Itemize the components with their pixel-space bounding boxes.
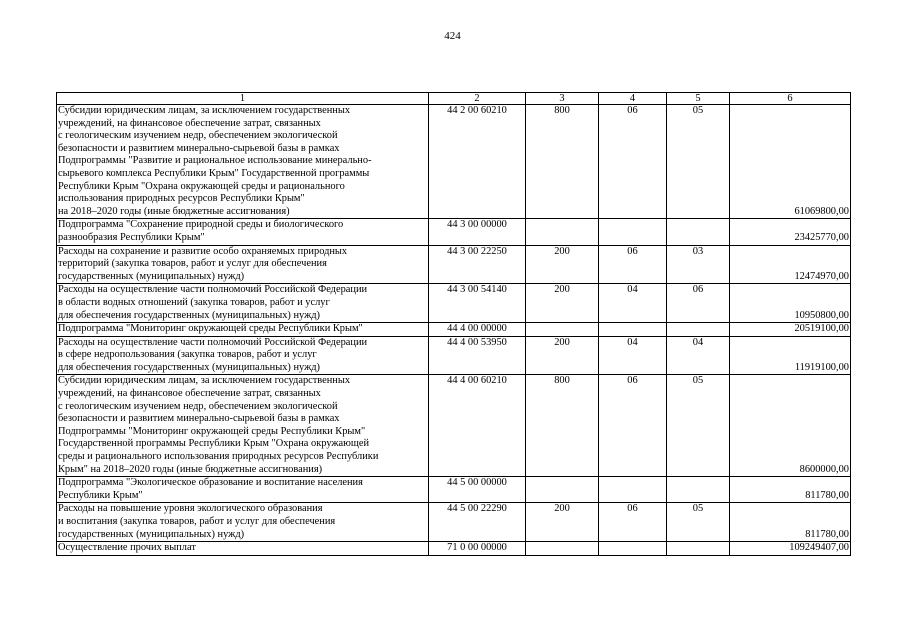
target-code-cell: 44 2 00 60210 bbox=[429, 105, 526, 219]
expense-type-cell: 800 bbox=[526, 375, 599, 477]
target-code-cell: 44 4 00 53950 bbox=[429, 336, 526, 375]
row-name-cell: Подпрограмма "Мониторинг окружающей среды Республики Крым" bbox=[57, 323, 429, 337]
amount-cell: 8600000,00 bbox=[730, 375, 851, 477]
row-name-cell: Расходы на осуществление части полномочий Российской Федерации в области водных отношений (закупка товаров, работ и услуг для обеспечения государственных (муниципальных) нужд) bbox=[57, 284, 429, 323]
subsection-cell: 05 bbox=[667, 375, 730, 477]
table-row bbox=[57, 284, 851, 323]
section-cell: 06 bbox=[599, 245, 667, 284]
budget-table bbox=[56, 92, 851, 556]
target-code-cell: 44 3 00 22250 bbox=[429, 245, 526, 284]
expense-type-cell: 200 bbox=[526, 336, 599, 375]
row-name-cell: Расходы на осуществление части полномочий Российской Федерации в сфере недропользования (закупка товаров, работ и услуг для обеспечения государственных (муниципальных) нужд) bbox=[57, 336, 429, 375]
section-cell: 04 bbox=[599, 284, 667, 323]
table-row bbox=[57, 219, 851, 245]
target-code-cell: 44 3 00 54140 bbox=[429, 284, 526, 323]
table-row bbox=[57, 336, 851, 375]
row-name-cell: Осуществление прочих выплат bbox=[57, 542, 429, 556]
amount-cell: 11919100,00 bbox=[730, 336, 851, 375]
subsection-cell bbox=[667, 542, 730, 556]
section-cell: 04 bbox=[599, 336, 667, 375]
target-code-cell: 44 4 00 00000 bbox=[429, 323, 526, 337]
row-name-cell: Расходы на сохранение и развитие особо охраняемых природных территорий (закупка товаров, работ и услуг для обеспечения государственных (муниципальных) нужд) bbox=[57, 245, 429, 284]
table-row bbox=[57, 542, 851, 556]
section-cell bbox=[599, 323, 667, 337]
subsection-cell bbox=[667, 323, 730, 337]
table-row bbox=[57, 105, 851, 219]
expense-type-cell: 800 bbox=[526, 105, 599, 219]
expense-type-cell: 200 bbox=[526, 245, 599, 284]
page-number: 424 bbox=[444, 30, 461, 42]
row-name-cell: Расходы на повышение уровня экологического образования и воспитания (закупка товаров, работ и услуг для обеспечения государственных (муниципальных) нужд) bbox=[57, 503, 429, 542]
column-header-6: 6 bbox=[730, 93, 851, 105]
expense-type-cell bbox=[526, 323, 599, 337]
column-header-3: 3 bbox=[526, 93, 599, 105]
subsection-cell bbox=[667, 219, 730, 245]
section-cell bbox=[599, 477, 667, 503]
subsection-cell: 06 bbox=[667, 284, 730, 323]
target-code-cell: 44 3 00 00000 bbox=[429, 219, 526, 245]
subsection-cell: 05 bbox=[667, 105, 730, 219]
amount-cell: 811780,00 bbox=[730, 503, 851, 542]
header-row bbox=[57, 93, 851, 105]
column-header-2: 2 bbox=[429, 93, 526, 105]
target-code-cell: 44 5 00 00000 bbox=[429, 477, 526, 503]
table-row bbox=[57, 375, 851, 477]
row-name-cell: Субсидии юридическим лицам, за исключением государственных учреждений, на финансовое обеспечение затрат, связанных с геологическим изучением недр, обеспечением экологической безопасности и развитием минерально-сырьевой базы в рамках Подпрограммы "Развитие и рациональное использование минерально- сырьевого комплекса Республики Крым" Государственной программы Республики Крым "Охрана окружающей среды и рационального использования природных ресурсов Республики Крым" на 2018–2020 годы (иные бюджетные ассигнования) bbox=[57, 105, 429, 219]
target-code-cell: 71 0 00 00000 bbox=[429, 542, 526, 556]
table-row bbox=[57, 323, 851, 337]
amount-cell: 61069800,00 bbox=[730, 105, 851, 219]
subsection-cell: 03 bbox=[667, 245, 730, 284]
amount-cell: 12474970,00 bbox=[730, 245, 851, 284]
section-cell: 06 bbox=[599, 105, 667, 219]
target-code-cell: 44 4 00 60210 bbox=[429, 375, 526, 477]
expense-type-cell bbox=[526, 219, 599, 245]
section-cell bbox=[599, 542, 667, 556]
subsection-cell: 05 bbox=[667, 503, 730, 542]
subsection-cell: 04 bbox=[667, 336, 730, 375]
amount-cell: 20519100,00 bbox=[730, 323, 851, 337]
column-header-1: 1 bbox=[57, 93, 429, 105]
section-cell: 06 bbox=[599, 503, 667, 542]
amount-cell: 811780,00 bbox=[730, 477, 851, 503]
amount-cell: 10950800,00 bbox=[730, 284, 851, 323]
column-header-5: 5 bbox=[667, 93, 730, 105]
table-row bbox=[57, 477, 851, 503]
expense-type-cell bbox=[526, 542, 599, 556]
column-header-4: 4 bbox=[599, 93, 667, 105]
row-name-cell: Подпрограмма "Сохранение природной среды и биологического разнообразия Республики Крым" bbox=[57, 219, 429, 245]
amount-cell: 23425770,00 bbox=[730, 219, 851, 245]
section-cell: 06 bbox=[599, 375, 667, 477]
row-name-cell: Субсидии юридическим лицам, за исключением государственных учреждений, на финансовое обеспечение затрат, связанных с геологическим изучением недр, обеспечением экологической безопасности и развитием минерально-сырьевой базы в рамках Подпрограммы "Мониторинг окружающей среды Республики Крым" Государственной программы Республики Крым "Охрана окружающей среды и рационального использования природных ресурсов Республики Крым" на 2018–2020 годы (иные бюджетные ассигнования) bbox=[57, 375, 429, 477]
subsection-cell bbox=[667, 477, 730, 503]
section-cell bbox=[599, 219, 667, 245]
row-name-cell: Подпрограмма "Экологическое образование и воспитание населения Республики Крым" bbox=[57, 477, 429, 503]
expense-type-cell bbox=[526, 477, 599, 503]
expense-type-cell: 200 bbox=[526, 503, 599, 542]
table-row bbox=[57, 245, 851, 284]
target-code-cell: 44 5 00 22290 bbox=[429, 503, 526, 542]
amount-cell: 109249407,00 bbox=[730, 542, 851, 556]
expense-type-cell: 200 bbox=[526, 284, 599, 323]
table-row bbox=[57, 503, 851, 542]
